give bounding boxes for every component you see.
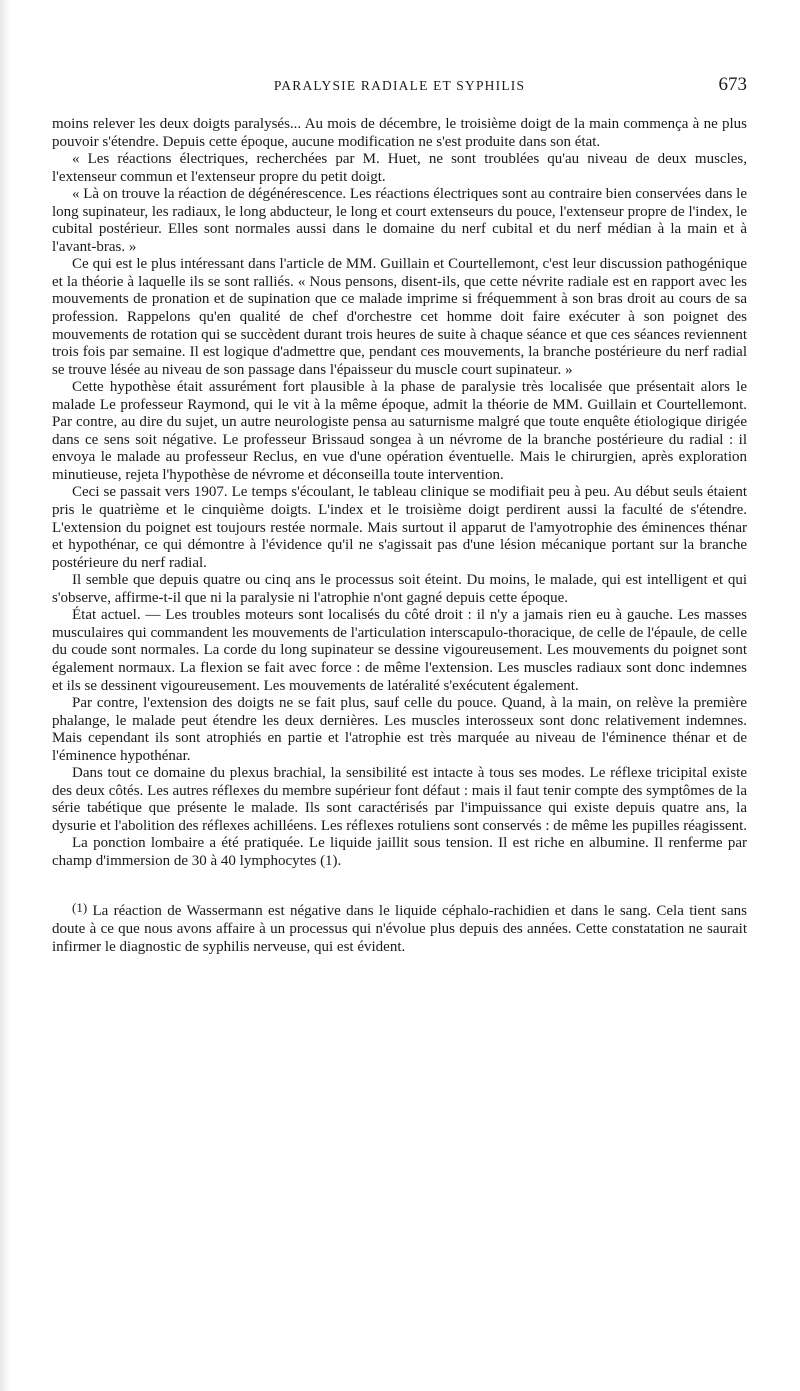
paragraph: Par contre, l'extension des doigts ne se fait plus, sauf celle du pouce. Quand, à la main, on relève la première phalange, le malade peut étendre les deux dernières. Les muscles interosseux sont donc relativement indemnes. Mais cependant ils sont atrophiés en partie et l'atrophie est très marquée au niveau de l'éminence thénar et de l'éminence hypothénar. [52, 695, 747, 764]
footnote [52, 899, 747, 956]
book-page [52, 70, 747, 956]
body-text [52, 116, 747, 871]
footnote-text: La réaction de Wassermann est négative dans le liquide céphalo-rachidien et dans le sang. Cela tient sans doute à ce que nous avons affaire à un processus qui n'évolue plus depuis des années. Cette constatation ne saurait infirmer le diagnostic de syphilis nerveuse, qui est évident. [52, 902, 747, 955]
paragraph: État actuel. — Les troubles moteurs sont localisés du côté droit : il n'y a jamais rien eu à gauche. Les masses musculaires qui commandent les mouvements de l'articulation interscapulo-thoracique, de celle de l'épaule, de celle du coude sont normales. La corde du long supinateur se dessine vigoureusement. Les mouvements du poignet sont également normaux. La flexion se fait avec force : de même l'extension. Les muscles radiaux sont donc indemnes et ils se dessinent vigoureusement. Les mouvements de latéralité s'exécutent également. [52, 607, 747, 694]
page-edge-shadow [0, 0, 10, 1391]
paragraph: La ponction lombaire a été pratiquée. Le liquide jaillit sous tension. Il est riche en albumine. Il renferme par champ d'immersion de 30 à 40 lymphocytes (1). [52, 835, 747, 869]
paragraph: moins relever les deux doigts paralysés... Au mois de décembre, le troisième doigt de la main commença à ne plus pouvoir s'étendre. Depuis cette époque, aucune modification ne s'est produite dans son état. [52, 116, 747, 150]
paragraph: Ce qui est le plus intéressant dans l'article de MM. Guillain et Courtellemont, c'est leur discussion pathogénique et la théorie à laquelle ils se sont ralliés. « Nous pensons, disent-ils, que cette névrite radiale est en rapport avec les mouvements de pronation et de supination que ce malade imprime si fréquemment à son bras droit au cours de sa profession. Rappelons qu'en qualité de chef d'orchestre cet homme doit faire exécuter à son poignet des mouvements de rotation qui se succèdent durant trois heures de suite à chaque séance et que ces séances reviennent trois fois par semaine. Il est logique d'admettre que, pendant ces mouvements, la branche postérieure du nerf radial se trouve lésée au niveau de son passage dans l'épaisseur du muscle court supinateur. » [52, 256, 747, 378]
footnote-marker: (1) [72, 899, 88, 915]
paragraph: Ceci se passait vers 1907. Le temps s'écoulant, le tableau clinique se modifiait peu à peu. Au début seuls étaient pris le quatrième et le cinquième doigts. L'index et le troisième doigt perdirent aussi la faculté de s'étendre. L'extension du poignet est toujours restée normale. Mais surtout il apparut de l'amyotrophie des éminences thénar et hypothénar, ce qui démontre à l'évidence qu'il ne s'agissait pas d'une lésion mécanique portant sur la branche postérieure du nerf radial. [52, 484, 747, 571]
footnote-paragraph [52, 899, 747, 956]
page-header [52, 70, 747, 98]
running-head: PARALYSIE RADIALE ET SYPHILIS [273, 78, 526, 93]
paragraph: Dans tout ce domaine du plexus brachial, la sensibilité est intacte à tous ses modes. Le réflexe tricipital existe des deux côtés. Les autres réflexes du membre supérieur font défaut : mais il faut tenir compte des symptômes de la série tabétique que présente le malade. Ils sont caractérisés par l'impuissance qui existe depuis quatre ans, la dysurie et l'abolition des réflexes achilléens. Les réflexes rotuliens sont conservés : de même les pupilles réagissent. [52, 765, 747, 834]
page-number: 673 [718, 74, 747, 95]
paragraph: « Là on trouve la réaction de dégénérescence. Les réactions électriques sont au contraire bien conservées dans le long supinateur, les radiaux, le long abducteur, le long et court extenseurs du pouce, l'extenseur propre de l'index, le cubital postérieur. Elles sont normales aussi dans le domaine du nerf cubital et du nerf médian à la main et à l'avant-bras. » [52, 186, 747, 255]
paragraph: « Les réactions électriques, recherchées par M. Huet, ne sont troublées qu'au niveau de deux muscles, l'extenseur commun et l'extenseur propre du petit doigt. [52, 151, 747, 185]
paragraph: Cette hypothèse était assurément fort plausible à la phase de paralysie très localisée que présentait alors le malade Le professeur Raymond, qui le vit à la même époque, admit la théorie de MM. Guillain et Courtellemont. Par contre, au dire du sujet, un autre neurologiste pensa au saturnisme malgré que toute enquête étiologique dirigée dans ce sens soit négative. Le professeur Brissaud songea à un névrome de la branche postérieure du radial : il envoya le malade au professeur Reclus, en vue d'une opération éventuelle. Mais le chirurgien, après exploration minutieuse, rejeta l'hypothèse de névrome et déconseilla toute intervention. [52, 379, 747, 483]
paragraph: Il semble que depuis quatre ou cinq ans le processus soit éteint. Du moins, le malade, qui est intelligent et qui s'observe, affirme-t-il que ni la paralysie ni l'atrophie n'ont gagné depuis cette époque. [52, 572, 747, 606]
